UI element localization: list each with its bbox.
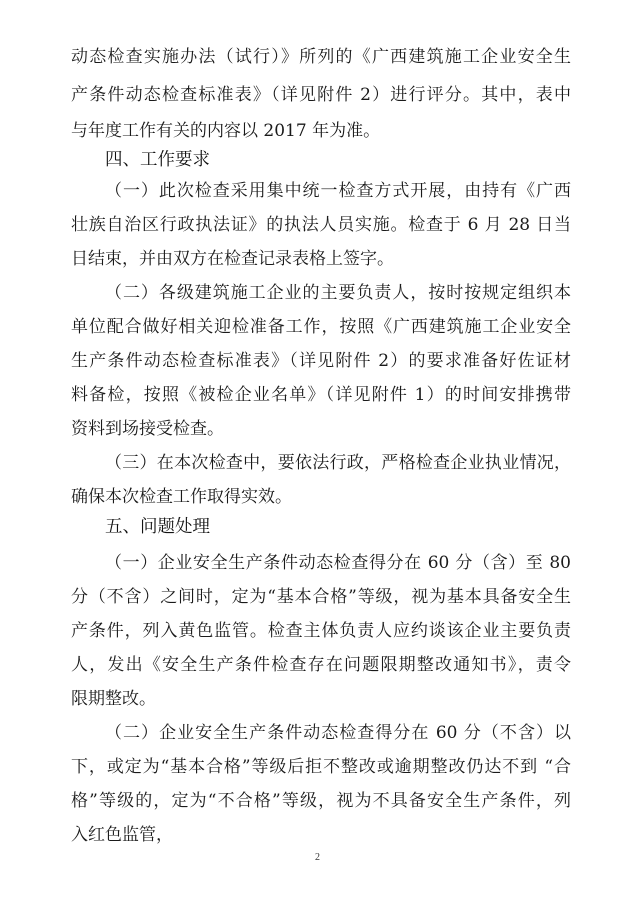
body-text-line: 生产条件动态检查标准表》（详见附件 2）的要求准备好佐证材 [71, 351, 571, 371]
body-text-line: 动态检查实施办法（试行）》所列的《广西建筑施工企业安全生 [71, 47, 571, 67]
body-text-line: 人，发出《安全生产条件检查存在问题限期整改通知书》，责令 [71, 655, 571, 675]
body-text-line: （一）此次检查采用集中统一检查方式开展，由持有《广西 [105, 181, 571, 201]
body-text-line: （一）企业安全生产条件动态检查得分在 60 分（含）至 80 [105, 553, 571, 573]
body-text-line: 单位配合做好相关迎检准备工作，按照《广西建筑施工企业安全 [71, 317, 571, 337]
body-text-line: 日结束，并由双方在检查记录表格上签字。 [71, 249, 394, 269]
body-text-line: 资料到场接受检查。 [71, 419, 224, 439]
body-text-line: 分（不含）之间时，定为“基本合格”等级，视为基本具备安全生 [71, 587, 571, 607]
body-text-line: 与年度工作有关的内容以 2017 年为准。 [71, 121, 381, 141]
body-text-line: 壮族自治区行政执法证》的执法人员实施。检查于 6 月 28 日当 [71, 215, 571, 235]
body-text-line: 格”等级的，定为“不合格”等级，视为不具备安全生产条件，列 [71, 791, 571, 811]
body-text-line: 料备检，按照《被检企业名单》（详见附件 1）的时间安排携带 [71, 385, 571, 405]
page-number: 2 [315, 852, 320, 863]
body-text-line: 产条件，列入黄色监管。检查主体负责人应约谈该企业主要负责 [71, 621, 571, 641]
body-text-line: （二）各级建筑施工企业的主要负责人，按时按规定组织本 [105, 283, 571, 303]
body-text-line: 下，或定为“基本合格”等级后拒不整改或逾期整改仍达不到 “合 [71, 757, 571, 777]
body-text-line: （三）在本次检查中，要依法行政，严格检查企业执业情况， [105, 453, 571, 473]
body-text-line: 限期整改。 [71, 689, 156, 709]
body-text-line: 入红色监管， [71, 825, 173, 845]
body-text-line: （二）企业安全生产条件动态检查得分在 60 分（不含）以 [105, 723, 571, 743]
body-text-line: 确保本次检查工作取得实效。 [71, 487, 292, 507]
section-heading-work-requirements: 四、工作要求 [105, 150, 210, 170]
body-text-line: 产条件动态检查标准表》（详见附件 2）进行评分。其中，表中 [71, 85, 571, 105]
section-heading-problem-handling: 五、问题处理 [105, 517, 210, 537]
